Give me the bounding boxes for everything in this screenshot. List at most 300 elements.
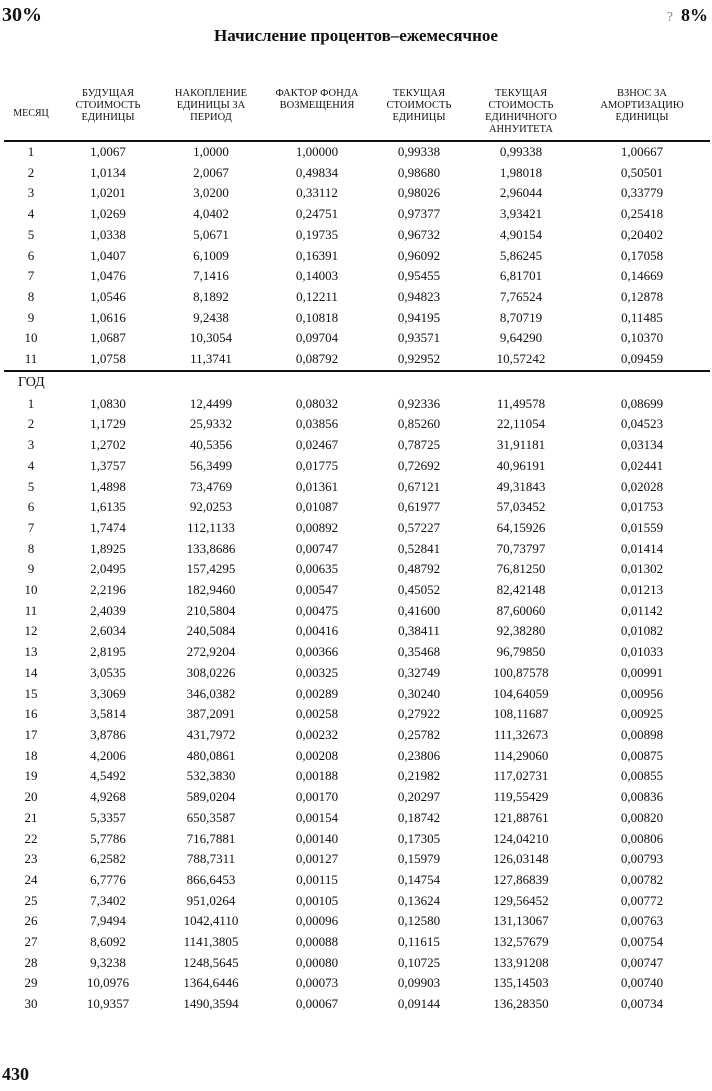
column-header-amortization: ВЗНОС ЗА АМОРТИЗАЦИЮ ЕДИНИЦЫ [600, 88, 684, 123]
page-number: 430 [2, 1064, 29, 1084]
table-cell: 3,0535 [90, 664, 126, 680]
table-cell: 0,01775 [295, 457, 339, 473]
table-cell: 0,09144 [397, 996, 441, 1012]
table-cell: 10,0976 [86, 975, 130, 991]
table-cell: 1,0476 [90, 268, 126, 284]
table-cell: 129,56452 [493, 892, 549, 908]
table-cell: 135,14503 [493, 975, 549, 991]
table-cell: 0,38411 [398, 623, 440, 639]
table-cell: 4 [27, 206, 35, 222]
table-cell: 30 [24, 996, 38, 1012]
table-cell: 0,12211 [296, 288, 338, 304]
table-cell: 0,00105 [295, 892, 339, 908]
table-cell: 3,0200 [193, 185, 229, 201]
table-cell: 0,00820 [620, 809, 664, 825]
table-cell: 210,5804 [186, 602, 236, 618]
table-row [4, 204, 710, 225]
table-cell: 0,25782 [397, 726, 441, 742]
table-cell: 0,24751 [295, 206, 339, 222]
table-cell: 7 [27, 519, 35, 535]
table-cell: 13 [24, 644, 38, 660]
table-cell: 0,61977 [397, 499, 441, 515]
table-cell: 0,20402 [620, 226, 664, 242]
table-cell: 1,3757 [90, 457, 126, 473]
table-row [4, 787, 710, 808]
table-cell: 8 [27, 540, 35, 556]
table-cell: 3,3069 [90, 685, 126, 701]
table-row [4, 973, 710, 994]
table-cell: 26 [24, 913, 38, 929]
table-cell: 0,00188 [295, 768, 339, 784]
table-cell: 1,8925 [90, 540, 126, 556]
table-cell: 0,00747 [620, 954, 664, 970]
column-header-present-value: ТЕКУЩАЯ СТОИМОСТЬ ЕДИНИЦЫ [386, 88, 452, 123]
table-cell: 2,8195 [90, 644, 126, 660]
table-cell: 4,0402 [193, 206, 229, 222]
table-cell: 0,00855 [620, 768, 664, 784]
table-cell: 1,0616 [90, 309, 126, 325]
table-row [4, 328, 710, 349]
table-cell: 132,57679 [493, 934, 549, 950]
table-cell: 117,02731 [493, 768, 549, 784]
table-cell: 3,8786 [90, 726, 126, 742]
table-cell: 70,73797 [496, 540, 546, 556]
table-cell: 2,0067 [193, 164, 229, 180]
table-row [4, 766, 710, 787]
table-row [4, 684, 710, 705]
table-cell: 1 [27, 144, 35, 159]
table-cell: 49,31843 [496, 478, 546, 494]
table-row [4, 829, 710, 850]
table-cell: 1,4898 [90, 478, 126, 494]
table-cell: 8,1892 [193, 288, 229, 304]
table-cell: 127,86839 [493, 871, 549, 887]
table-cell: 24 [24, 871, 38, 887]
year-label: ГОД [18, 374, 45, 390]
table-cell: 0,45052 [397, 582, 441, 598]
table-row [4, 497, 710, 518]
table-cell: 0,27922 [397, 706, 441, 722]
table-cell: 0,01213 [620, 582, 664, 598]
table-cell: 0,12580 [397, 913, 441, 929]
table-cell: 121,88761 [493, 809, 549, 825]
table-cell: 0,67121 [397, 478, 441, 494]
table-cell: 17 [24, 726, 38, 742]
table-cell: 4 [27, 457, 35, 473]
table-cell: 3 [27, 185, 35, 201]
table-cell: 0,00991 [620, 664, 664, 680]
table-cell: 0,00747 [295, 540, 339, 556]
table-cell: 1,0338 [90, 226, 126, 242]
table-cell: 0,00170 [295, 789, 339, 805]
table-cell: 10 [24, 330, 38, 346]
table-cell: 951,0264 [186, 892, 236, 908]
table-cell: 0,08699 [620, 395, 664, 411]
table-cell: 22 [24, 830, 38, 846]
table-cell: 0,14754 [397, 871, 441, 887]
table-row [4, 183, 710, 204]
table-cell: 111,32673 [493, 726, 549, 742]
table-cell: 0,03134 [620, 437, 664, 453]
table-cell: 0,94195 [397, 309, 441, 325]
table-cell: 0,09704 [295, 330, 339, 346]
table-cell: 1490,3594 [183, 996, 239, 1012]
table-cell: 12,4499 [189, 395, 233, 411]
table-row [4, 746, 710, 767]
table-cell: 64,15926 [496, 519, 546, 535]
table-cell: 6,1009 [193, 247, 229, 263]
table-cell: 0,01559 [620, 519, 664, 535]
column-header-annuity-present-value: ТЕКУЩАЯ СТОИМОСТЬ ЕДИНИЧНОГО АННУИТЕТА [485, 88, 557, 135]
table-row [4, 435, 710, 456]
table-cell: 29 [24, 975, 38, 991]
table-cell: 108,11687 [493, 706, 549, 722]
table-cell: 2 [27, 164, 35, 180]
table-cell: 0,99338 [499, 144, 543, 159]
table-header-row [4, 88, 710, 141]
table-cell: 0,00806 [620, 830, 664, 846]
table-cell: 650,3587 [186, 809, 236, 825]
table-cell: 0,17305 [397, 830, 441, 846]
table-cell: 5,0671 [193, 226, 229, 242]
table-cell: 0,00734 [620, 996, 664, 1012]
table-row [4, 891, 710, 912]
table-cell: 104,64059 [493, 685, 549, 701]
table-cell: 1,0201 [90, 185, 126, 201]
table-cell: 0,00763 [620, 913, 664, 929]
table-cell: 1,0407 [90, 247, 126, 263]
table-cell: 6,7776 [90, 871, 126, 887]
table-cell: 0,01082 [620, 623, 664, 639]
table-cell: 3 [27, 437, 35, 453]
table-cell: 0,21982 [397, 768, 441, 784]
table-row [4, 663, 710, 684]
table-cell: 25 [24, 892, 38, 908]
table-cell: 272,9204 [186, 644, 236, 660]
table-cell: 0,01753 [620, 499, 664, 515]
table-cell: 1,0269 [90, 206, 126, 222]
table-row [4, 518, 710, 539]
rate-marker-left: 30% [2, 4, 42, 26]
table-row [4, 580, 710, 601]
table-cell: 0,92952 [397, 351, 441, 367]
table-cell: 1,0134 [90, 164, 126, 180]
table-cell: 0,00416 [295, 623, 339, 639]
table-cell: 12 [24, 623, 38, 639]
table-cell: 27 [24, 934, 38, 950]
table-cell: 15 [24, 685, 38, 701]
table-cell: 2,96044 [499, 185, 543, 201]
table-cell: 2,4039 [90, 602, 126, 618]
table-cell: 92,0253 [189, 499, 233, 515]
table-cell: 532,3830 [186, 768, 236, 784]
table-cell: 0,00956 [620, 685, 664, 701]
table-cell: 0,98026 [397, 185, 441, 201]
table-cell: 6 [27, 499, 35, 515]
table-cell: 9,2438 [193, 309, 229, 325]
table-cell: 10,9357 [86, 996, 130, 1012]
table-cell: 0,01302 [620, 561, 664, 577]
table-row [4, 621, 710, 642]
table-cell: 5,86245 [499, 247, 543, 263]
table-cell: 0,41600 [397, 602, 441, 618]
table-cell: 40,5356 [189, 437, 233, 453]
table-cell: 7,9494 [90, 913, 126, 929]
table-cell: 387,2091 [186, 706, 236, 722]
table-row [4, 287, 710, 308]
table-cell: 0,97377 [397, 206, 441, 222]
table-row [4, 414, 710, 435]
table-cell: 1248,5645 [183, 954, 239, 970]
table-row [4, 308, 710, 329]
table-cell: 0,00096 [295, 913, 339, 929]
table-cell: 346,0382 [186, 685, 236, 701]
table-cell: 11,3741 [190, 351, 232, 367]
rate-label: 8% [681, 5, 708, 25]
table-cell: 0,00289 [295, 685, 339, 701]
table-row [4, 932, 710, 953]
table-cell: 1141,3805 [183, 934, 239, 950]
table-cell: 6,81701 [499, 268, 543, 284]
table-cell: 0,49834 [295, 164, 339, 180]
table-cell: 126,03148 [493, 851, 549, 867]
table-row [4, 539, 710, 560]
column-header-future-value: БУДУЩАЯ СТОИМОСТЬ ЕДИНИЦЫ [75, 88, 141, 123]
table-cell: 0,02028 [620, 478, 664, 494]
column-header-accumulation: НАКОПЛЕНИЕ ЕДИНИЦЫ ЗА ПЕРИОД [174, 88, 248, 123]
year-rows [4, 371, 710, 1015]
table-row [4, 225, 710, 246]
table-cell: 4,5492 [90, 768, 126, 784]
rate-marker-right [667, 5, 708, 26]
table-cell: 3,93421 [499, 206, 543, 222]
table-cell: 0,00475 [295, 602, 339, 618]
month-rows [4, 141, 710, 371]
table-row [4, 849, 710, 870]
table-cell: 0,00088 [295, 934, 339, 950]
table-cell: 7,76524 [499, 288, 543, 304]
table-cell: 0,01142 [621, 602, 663, 618]
table-cell: 0,01087 [295, 499, 339, 515]
table-cell: 0,12878 [620, 288, 664, 304]
table-cell: 10,3054 [189, 330, 233, 346]
table-cell: 0,03856 [295, 416, 339, 432]
table-row [4, 394, 710, 415]
table-cell: 56,3499 [189, 457, 233, 473]
table-cell: 0,33112 [296, 185, 338, 201]
table-cell: 124,04210 [493, 830, 549, 846]
table-cell: 114,29060 [493, 747, 549, 763]
table-cell: 0,92336 [397, 395, 441, 411]
table-row [4, 477, 710, 498]
table-cell: 0,00115 [296, 871, 338, 887]
table-cell: 2,6034 [90, 623, 126, 639]
table-cell: 480,0861 [186, 747, 236, 763]
table-cell: 82,42148 [496, 582, 546, 598]
table-cell: 9 [27, 309, 35, 325]
table-row [4, 141, 710, 163]
table-cell: 0,00208 [295, 747, 339, 763]
table-cell: 0,93571 [397, 330, 441, 346]
table-row [4, 911, 710, 932]
table-cell: 0,00080 [295, 954, 339, 970]
table-cell: 0,00875 [620, 747, 664, 763]
table-cell: 0,00772 [620, 892, 664, 908]
table-cell: 20 [24, 789, 38, 805]
table-cell: 589,0204 [186, 789, 236, 805]
table-cell: 18 [24, 747, 38, 763]
table-cell: 2,0495 [90, 561, 126, 577]
table-cell: 0,08792 [295, 351, 339, 367]
table-row [4, 994, 710, 1015]
table-cell: 0,95455 [397, 268, 441, 284]
table-row [4, 601, 710, 622]
table-cell: 0,96092 [397, 247, 441, 263]
table-cell: 0,13624 [397, 892, 441, 908]
table-cell: 0,00366 [295, 644, 339, 660]
table-cell: 0,16391 [295, 247, 339, 263]
table-cell: 0,94823 [397, 288, 441, 304]
table-cell: 2,2196 [90, 582, 126, 598]
table-cell: 788,7311 [186, 851, 236, 867]
table-cell: 8,70719 [499, 309, 543, 325]
table-cell: 1,00667 [620, 144, 664, 159]
table-cell: 11 [24, 602, 38, 618]
table-cell: 0,78725 [397, 437, 441, 453]
table-cell: 0,00754 [620, 934, 664, 950]
table-cell: 136,28350 [493, 996, 549, 1012]
table-cell: 119,55429 [493, 789, 549, 805]
table-cell: 0,09459 [620, 351, 664, 367]
table-cell: 2 [27, 416, 35, 432]
table-cell: 0,00140 [295, 830, 339, 846]
table-cell: 1,1729 [90, 416, 126, 432]
table-cell: 0,50501 [620, 164, 664, 180]
table-cell: 7 [27, 268, 35, 284]
table-cell: 9 [27, 561, 35, 577]
table-cell: 0,00836 [620, 789, 664, 805]
table-cell: 1,0000 [193, 144, 229, 159]
table-cell: 0,14003 [295, 268, 339, 284]
table-cell: 7,3402 [90, 892, 126, 908]
table-row [4, 246, 710, 267]
table-cell: 0,00067 [295, 996, 339, 1012]
table-cell: 0,01414 [620, 540, 664, 556]
table-cell: 0,00898 [620, 726, 664, 742]
table-cell: 21 [24, 809, 38, 825]
table-cell: 133,91208 [493, 954, 549, 970]
table-cell: 0,15979 [397, 851, 441, 867]
table-cell: 31,91181 [496, 437, 546, 453]
interest-table [4, 88, 710, 1015]
table-cell: 0,20297 [397, 789, 441, 805]
table-cell: 0,01033 [620, 644, 664, 660]
table-cell: 0,00547 [295, 582, 339, 598]
column-header-month: МЕСЯЦ [13, 108, 49, 119]
table-cell: 10 [24, 582, 38, 598]
table-cell: 0,02441 [620, 457, 664, 473]
table-row [4, 266, 710, 287]
table-cell: 0,35468 [397, 644, 441, 660]
table-cell: 76,81250 [496, 561, 546, 577]
table-cell: 0,32749 [397, 664, 441, 680]
table-cell: 0,00740 [620, 975, 664, 991]
table-cell: 57,03452 [496, 499, 546, 515]
table-cell: 0,48792 [397, 561, 441, 577]
table-cell: 1,6135 [90, 499, 126, 515]
table-cell: 1,0067 [90, 144, 126, 159]
table-cell: 5,7786 [90, 830, 126, 846]
table-cell: 0,00073 [295, 975, 339, 991]
table-cell: 4,9268 [90, 789, 126, 805]
table-cell: 240,5084 [186, 623, 236, 639]
table-cell: 0,33779 [620, 185, 664, 201]
table-cell: 8,6092 [90, 934, 126, 950]
table-cell: 0,57227 [397, 519, 441, 535]
table-cell: 0,09903 [397, 975, 441, 991]
table-cell: 0,00232 [295, 726, 339, 742]
table-cell: 100,87578 [493, 664, 549, 680]
table-cell: 92,38280 [496, 623, 546, 639]
table-cell: 0,11615 [398, 934, 440, 950]
table-cell: 0,00925 [620, 706, 664, 722]
table-cell: 0,00892 [295, 519, 339, 535]
table-cell: 7,1416 [193, 268, 229, 284]
table-cell: 6 [27, 247, 35, 263]
table-cell: 0,99338 [397, 144, 441, 159]
table-cell: 0,96732 [397, 226, 441, 242]
table-cell: 96,79850 [496, 644, 546, 660]
table-cell: 0,14669 [620, 268, 664, 284]
table-cell: 1,0546 [90, 288, 126, 304]
page-title: Начисление процентов–ежемесячное [214, 26, 498, 45]
table-cell: 0,17058 [620, 247, 664, 263]
column-header-sinking-fund: ФАКТОР ФОНДА ВОЗМЕЩЕНИЯ [275, 88, 359, 111]
table-cell: 5,3357 [90, 809, 126, 825]
table-cell: 1,7474 [90, 519, 126, 535]
table-cell: 1,98018 [499, 164, 543, 180]
year-section-header [4, 371, 710, 394]
table-cell: 1,0687 [90, 330, 126, 346]
table-cell: 87,60060 [496, 602, 546, 618]
table-cell: 0,00154 [295, 809, 339, 825]
table-cell: 25,9332 [189, 416, 233, 432]
table-row [4, 808, 710, 829]
table-row [4, 704, 710, 725]
table-cell: 0,00782 [620, 871, 664, 887]
table-cell: 0,52841 [397, 540, 441, 556]
table-cell: 0,72692 [397, 457, 441, 473]
table-cell: 0,00127 [295, 851, 339, 867]
table-cell: 0,98680 [397, 164, 441, 180]
table-cell: 11,49578 [496, 395, 546, 411]
table-cell: 4,2006 [90, 747, 126, 763]
table-cell: 9,3238 [90, 954, 126, 970]
table-cell: 9,64290 [499, 330, 543, 346]
table-cell: 0,30240 [397, 685, 441, 701]
table-cell: 5 [27, 478, 35, 494]
table-cell: 0,00635 [295, 561, 339, 577]
table-cell: 1 [27, 395, 35, 411]
table-cell: 716,7881 [186, 830, 236, 846]
table-cell: 0,19735 [295, 226, 339, 242]
table-cell: 6,2582 [90, 851, 126, 867]
table-cell: 866,6453 [186, 871, 236, 887]
table-cell: 131,13067 [493, 913, 549, 929]
table-cell: 182,9460 [186, 582, 236, 598]
table-row [4, 559, 710, 580]
table-row [4, 870, 710, 891]
